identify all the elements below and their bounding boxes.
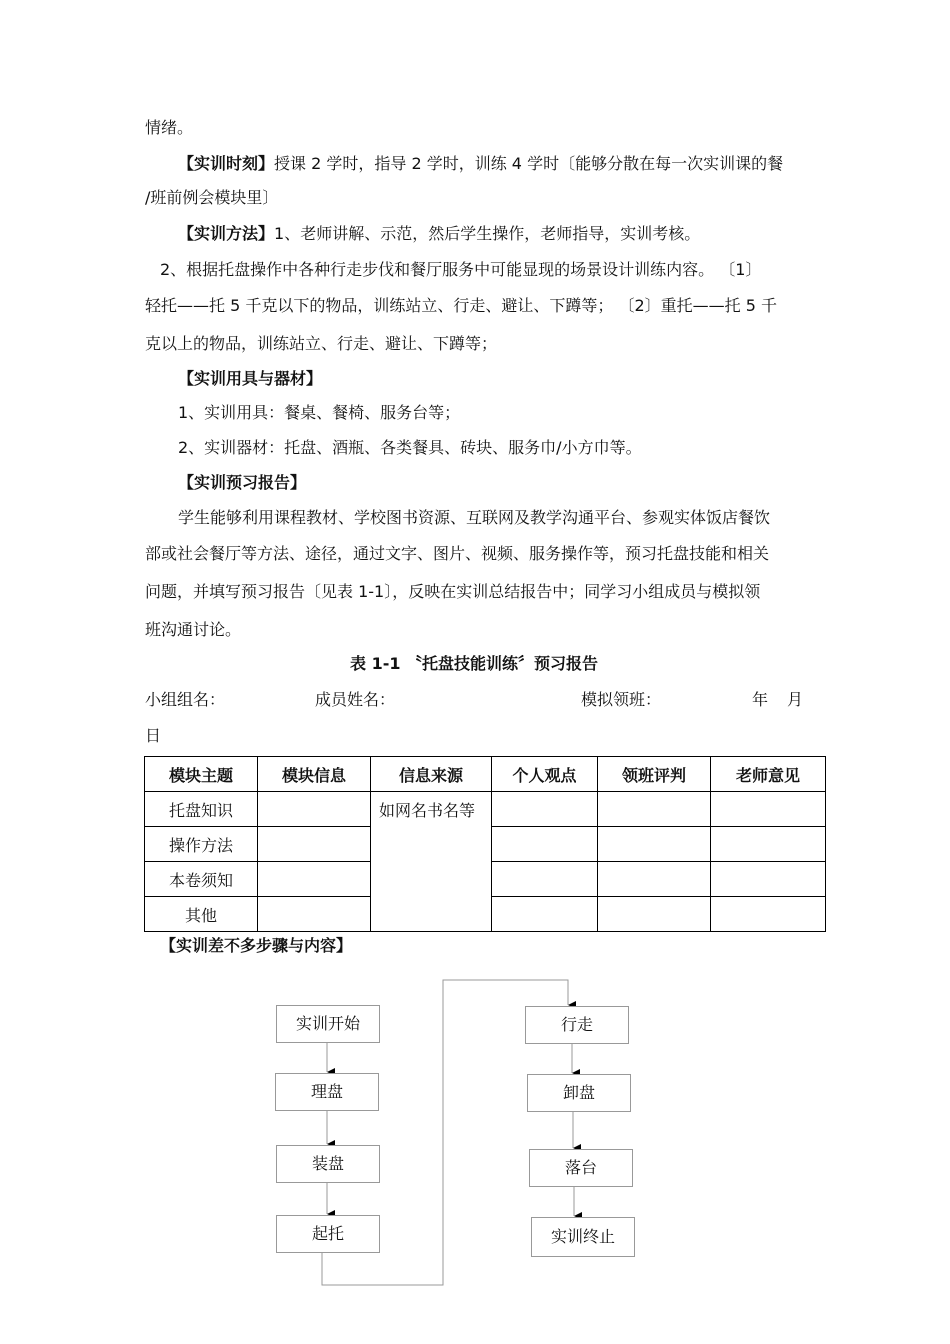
header-leader-review: 领班评判 (598, 757, 711, 792)
flow-step-start (276, 1005, 380, 1043)
tools-heading: 【实训用具与器材】 (178, 369, 323, 388)
method-2-line3: 克以上的物品，训练站立、行走、避让、下蹲等； (145, 334, 498, 353)
report-line2: 部或社会餐厅等方法、途径，通过文字、图片、视频、服务操作等，预习托盘技能和相关 (145, 544, 770, 563)
training-method-text: 1、老师讲解、示范，然后学生操作，老师指导，实训考核。 (274, 224, 701, 243)
training-method-label: 【实训方法】 (178, 224, 275, 243)
flow-step-label: 卸盘 (562, 1083, 595, 1102)
header-module-theme: 模块主题 (145, 757, 258, 792)
report-line3: 问题，并填写预习报告〔见表 1-1〕，反映在实训总结报告中；同学习小组成员与模拟领 (145, 582, 761, 601)
report-line4: 班沟通讨论。 (145, 620, 242, 639)
month-label: 月 (787, 690, 804, 709)
flow-step-label: 落台 (564, 1158, 597, 1177)
method-2-line2: 轻托——托 5 千克以下的物品，训练站立、行走、避让、下蹲等； 〔2〕重托——托 5 千 (145, 296, 777, 315)
flow-step-unload (527, 1074, 631, 1112)
row-theme: 操作方法 (145, 827, 258, 862)
header-teacher-opinion: 老师意见 (711, 757, 826, 792)
flow-step-label: 起托 (311, 1224, 344, 1243)
member-name-label: 成员姓名： (315, 690, 396, 709)
flow-step-place (529, 1149, 633, 1187)
header-module-info: 模块信息 (258, 757, 371, 792)
row-theme: 其他 (145, 897, 258, 932)
flow-step-label: 装盘 (311, 1154, 344, 1173)
flow-step-load (276, 1145, 380, 1183)
tools-item-1: 1、实训用具：餐桌、餐椅、服务台等； (178, 403, 461, 422)
report-line1: 学生能够利用课程教材、学校图书资源、互联网及教学沟通平台、参观实体饭店餐饮 (178, 508, 771, 527)
info-source-cell: 如网名书名等 (371, 792, 492, 932)
flow-step-organize (275, 1073, 379, 1111)
training-time-label: 【实训时刻】 (178, 154, 275, 173)
flow-step-lift (276, 1215, 380, 1253)
table-caption: 表 1-1 〝托盘技能训练〞预习报告 (350, 654, 599, 673)
flow-step-label: 实训开始 (295, 1014, 360, 1033)
header-info-source: 信息来源 (371, 757, 492, 792)
year-label: 年 (752, 690, 769, 709)
report-heading: 【实训预习报告】 (178, 473, 307, 492)
paragraph-end: 情绪。 (145, 118, 194, 137)
leader-label: 模拟领班： (581, 690, 662, 709)
flow-step-label: 理盘 (310, 1082, 343, 1101)
group-name-label: 小组组名： (145, 690, 226, 709)
tools-item-2: 2、实训器材：托盘、酒瓶、各类餐具、砖块、服务巾/小方巾等。 (178, 438, 642, 457)
method-2-line1: 2、根据托盘操作中各种行走步伐和餐厅服务中可能显现的场景设计训练内容。 〔1〕 (160, 260, 762, 279)
flow-step-label: 行走 (560, 1015, 593, 1034)
header-personal-view: 个人观点 (492, 757, 598, 792)
day-label: 日 (145, 726, 162, 745)
flow-step-walk (525, 1006, 629, 1044)
steps-heading: 【实训差不多步骤与内容】 (160, 936, 353, 955)
training-time-text: 授课 2 学时，指导 2 学时，训练 4 学时〔能够分散在每一次实训课的餐 (274, 154, 784, 173)
training-time-cont: /班前例会模块里〕 (145, 188, 279, 207)
row-theme: 托盘知识 (145, 792, 258, 827)
row-theme: 本卷须知 (145, 862, 258, 897)
flow-step-label: 实训终止 (550, 1227, 615, 1246)
flow-step-end (531, 1217, 635, 1257)
